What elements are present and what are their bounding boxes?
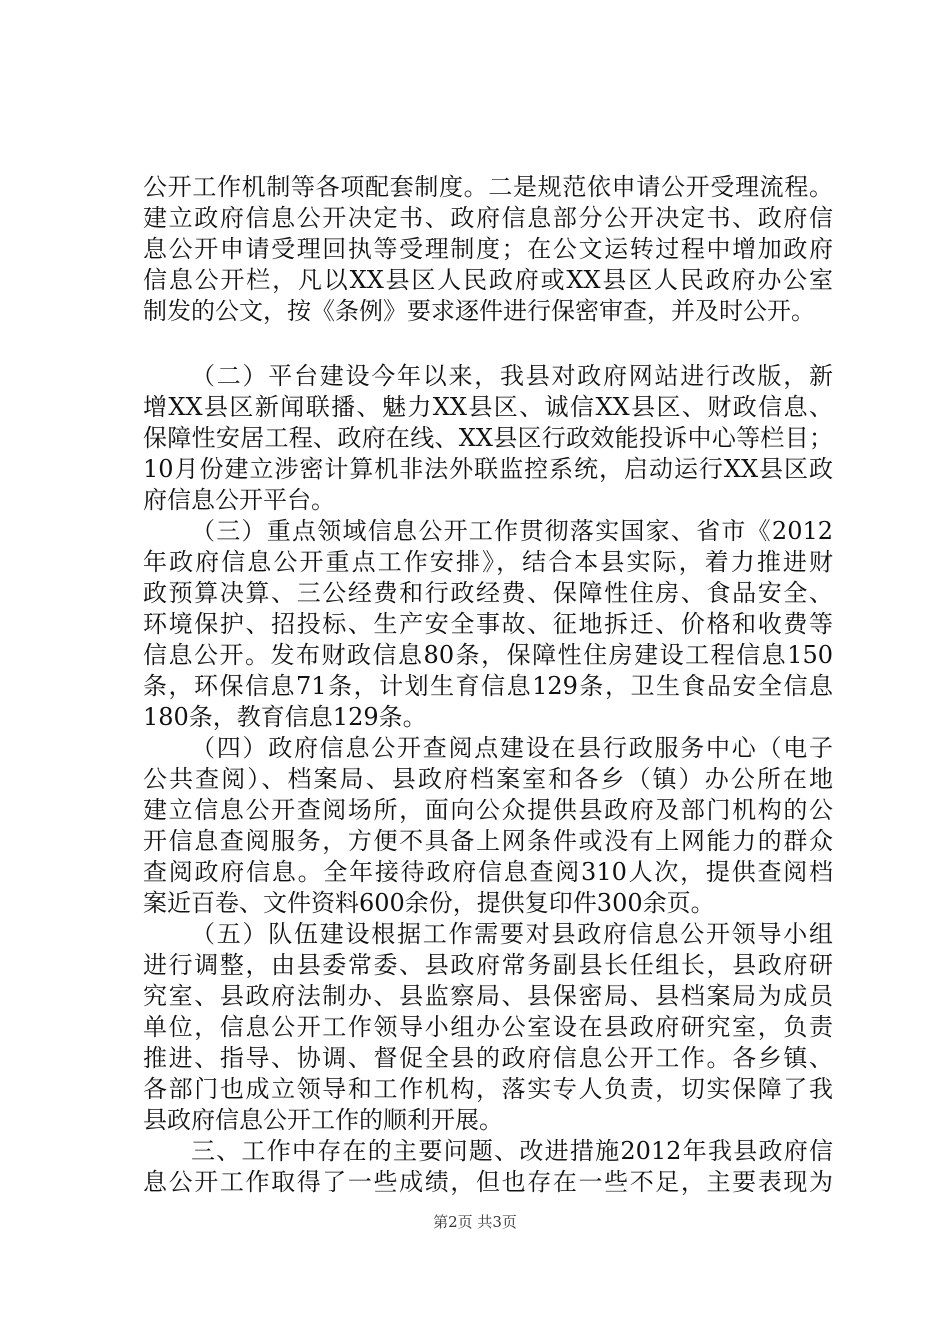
- text-line: 180条，教育信息129条。: [143, 703, 427, 731]
- paragraph: [143, 516, 833, 733]
- text-line: 建立信息公开查阅场所，面向公众提供县政府及部门机构的公: [143, 796, 833, 824]
- text-line: 各部门也成立领导和工作机构，落实专人负责，切实保障了我: [143, 1075, 833, 1103]
- text-line: 建立政府信息公开决定书、政府信息部分公开决定书、政府信: [143, 204, 833, 232]
- text-line: 三、工作中存在的主要问题、改进措施2012年我县政府信: [191, 1137, 833, 1165]
- text-line: 公共查阅）、档案局、县政府档案室和各乡（镇）办公所在地: [143, 765, 833, 793]
- document-body: [143, 172, 833, 1198]
- paragraph: [143, 733, 833, 919]
- text-line: 条，环保信息71条，计划生育信息129条，卫生食品安全信息: [143, 672, 833, 700]
- text-line: 府信息公开平台。: [143, 486, 335, 514]
- text-line: 息公开申请受理回执等受理制度；在公文运转过程中增加政府: [143, 235, 833, 263]
- text-line: 单位，信息公开工作领导小组办公室设在县政府研究室，负责: [143, 1013, 833, 1041]
- paragraph: [143, 172, 833, 327]
- text-line: 信息公开。发布财政信息80条，保障性住房建设工程信息150: [143, 641, 833, 669]
- text-line: 制发的公文，按《条例》要求逐件进行保密审查，并及时公开。: [143, 297, 815, 325]
- text-line: 推进、指导、协调、督促全县的政府信息公开工作。各乡镇、: [143, 1044, 833, 1072]
- text-line: 息公开工作取得了一些成绩，但也存在一些不足，主要表现为: [143, 1168, 833, 1196]
- text-line: 县政府信息公开工作的顺利开展。: [143, 1106, 503, 1134]
- text-line: 年政府信息公开重点工作安排》，结合本县实际，着力推进财: [143, 548, 833, 576]
- text-line: （四）政府信息公开查阅点建设在县行政服务中心（电子: [191, 734, 833, 762]
- text-line: 保障性安居工程、政府在线、XX县区行政效能投诉中心等栏目；: [143, 424, 833, 452]
- text-line: （五）队伍建设根据工作需要对县政府信息公开领导小组: [191, 920, 833, 948]
- text-line: 信息公开栏，凡以XX县区人民政府或XX县区人民政府办公室: [143, 266, 833, 294]
- page-footer: 第2页 共3页: [433, 1213, 517, 1231]
- text-line: 增XX县区新闻联播、魅力XX县区、诚信XX县区、财政信息、: [143, 393, 833, 421]
- text-line: 10月份建立涉密计算机非法外联监控系统，启动运行XX县区政: [143, 455, 833, 483]
- paragraph-spacer: [143, 327, 833, 361]
- text-line: 究室、县政府法制办、县监察局、县保密局、县档案局为成员: [143, 982, 833, 1010]
- paragraph: [143, 1136, 833, 1198]
- text-line: 案近百卷、文件资料600余份，提供复印件300余页。: [143, 889, 715, 917]
- paragraph: [143, 361, 833, 516]
- text-line: 开信息查阅服务，方便不具备上网条件或没有上网能力的群众: [143, 827, 833, 855]
- text-line: 查阅政府信息。全年接待政府信息查阅310人次，提供查阅档: [143, 858, 833, 886]
- text-line: 环境保护、招投标、生产安全事故、征地拆迁、价格和收费等: [143, 610, 833, 638]
- text-line: （三）重点领域信息公开工作贯彻落实国家、省市《2012: [191, 517, 833, 545]
- text-line: 进行调整，由县委常委、县政府常务副县长任组长，县政府研: [143, 951, 833, 979]
- text-line: （二）平台建设今年以来，我县对政府网站进行改版，新: [191, 362, 833, 390]
- text-line: 公开工作机制等各项配套制度。二是规范依申请公开受理流程。: [143, 173, 833, 201]
- paragraph: [143, 919, 833, 1136]
- text-line: 政预算决算、三公经费和行政经费、保障性住房、食品安全、: [143, 579, 833, 607]
